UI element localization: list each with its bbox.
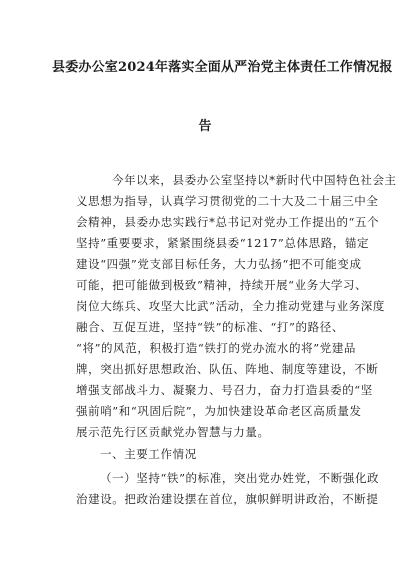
paragraph-line: 增强支部战斗力、凝聚力、号召力，奋力打造县委的“坚 [76,383,373,397]
paragraph-line: 会精神，县委办忠实践行*总书记对党办工作提出的“五个 [76,215,380,229]
subsection-line: （一）坚持“铁”的标准，突出党办姓党，不断强化政 [100,471,380,485]
subsection-line: 治建设。把政治建设摆在首位，旗帜鲜明讲政治，不断提 [76,492,379,506]
paragraph-line: 展示范先行区贡献党办智慧与力量。 [76,425,270,439]
paragraph-line: 坚持”重要要求，紧紧围绕县委“1217”总体思路，锚定 [76,236,370,250]
paragraph-line: 融合、互促互进，坚持“铁”的标准、“打”的路径、 [76,320,344,334]
paragraph-line: 牌，突出抓好思想政治、队伍、阵地、制度等建设，不断 [76,362,379,376]
paragraph-line: “将”的风范，积极打造“铁打的党办流水的将”党建品 [76,341,357,355]
document-title-continuation: 告 [198,119,212,134]
paragraph-line: 可能，把可能做到极致”精神，持续开展“业务大学习、 [76,278,368,292]
paragraph-line: 义思想为指导，认真学习贯彻党的二十大及二十届三中全 [76,194,379,208]
paragraph-line: 强前哨”和“巩固后院”，为加快建设革命老区高质量发 [76,404,362,418]
section-heading: 一、主要工作情况 [100,447,197,461]
paragraph-line: 岗位大练兵、攻坚大比武”活动，全力推动党建与业务深度 [76,299,385,313]
paragraph-line: 今年以来，县委办公室坚持以*新时代中国特色社会主 [112,173,397,187]
document-title: 县委办公室2024年落实全面从严治党主体责任工作情况报 [52,60,393,75]
paragraph-line: 建设“四强”党支部目标任务，大力弘扬“把不可能变成 [76,257,362,271]
